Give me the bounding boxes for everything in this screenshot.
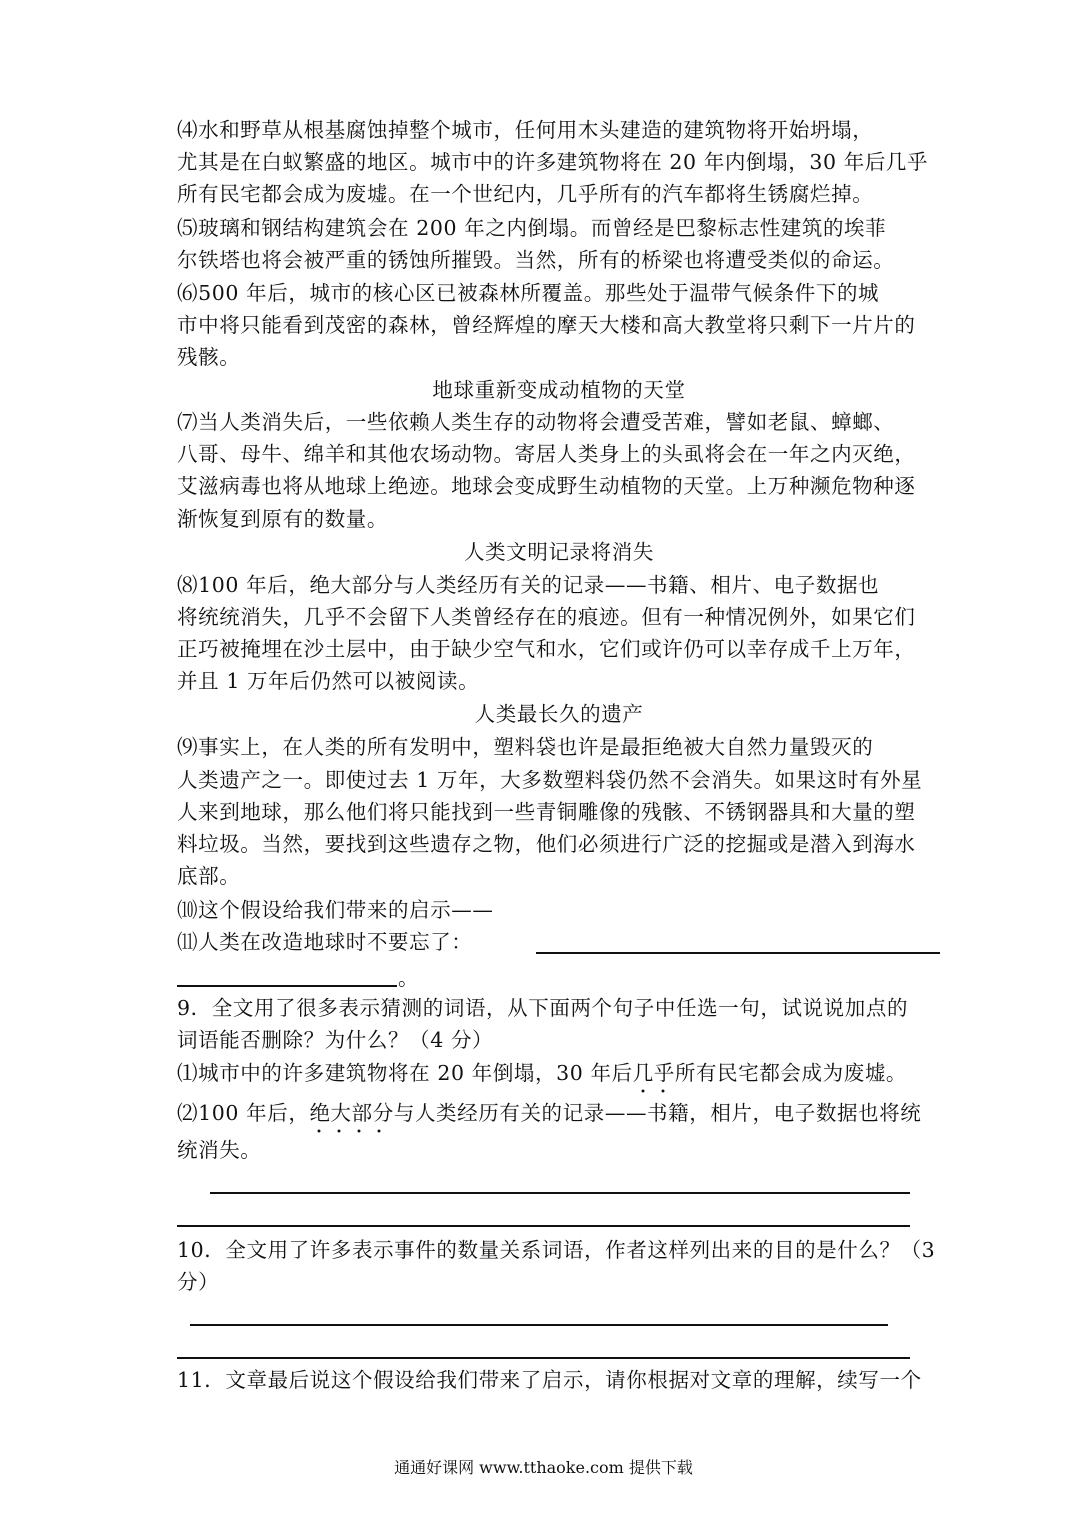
question-9-line-2: 词语能否删除？为什么？（4 分） [177, 1028, 494, 1052]
paragraph-9-line-3: 人来到地球，那么他们将只能找到一些青铜雕像的残骸、不锈钢器具和大量的塑 [177, 800, 916, 824]
paragraph-10: ⑽这个假设给我们带来的启示—— [177, 898, 494, 922]
answer-line[interactable] [177, 1225, 910, 1227]
answer-line[interactable] [190, 1324, 888, 1326]
paragraph-9-line-5: 底部。 [177, 864, 241, 888]
paragraph-6-line-3: 残骸。 [177, 345, 241, 369]
question-9-sentence-2 [177, 1097, 941, 1129]
paragraph-7-line-1: ⑺当人类消失后，一些依赖人类生存的动物将会遭受苦难，譬如老鼠、蟑螂、 [177, 410, 895, 434]
section-heading-records: 人类文明记录将消失 [464, 540, 654, 564]
dotted-word: 绝大部分 [309, 1097, 393, 1129]
paragraph-4-line-2: 尤其是在白蚁繁盛的地区。城市中的许多建筑物将在 20 年内倒塌，30 年后几乎 [177, 150, 929, 174]
paragraph-8-line-4: 并且 1 万年后仍然可以被阅读。 [177, 669, 480, 693]
paragraph-7-line-3: 艾滋病毒也将从地球上绝迹。地球会变成野生动植物的天堂。上万种濒危物种逐 [177, 474, 916, 498]
paragraph-9-line-2: 人类遗产之一。即使过去 1 万年，大多数塑料袋仍然不会消失。如果这时有外星 [177, 768, 923, 792]
paragraph-6-line-2: 市中将只能看到茂密的森林，曾经辉煌的摩天大楼和高大教堂将只剩下一片片的 [177, 313, 916, 337]
paragraph-8-line-2: 将统统消失，几乎不会留下人类曾经存在的痕迹。但有一种情况例外，如果它们 [177, 605, 916, 629]
page-footer: 通通好课网 www.tthaoke.com 提供下载 [394, 1458, 693, 1477]
paragraph-4-line-1: ⑷水和野草从根基腐蚀掉整个城市，任何用木头建造的建筑物将开始坍塌， [177, 118, 874, 142]
paragraph-4-line-3: 所有民宅都会成为废墟。在一个世纪内，几乎所有的汽车都将生锈腐烂掉。 [177, 182, 874, 206]
paragraph-11-end: 。 [398, 966, 420, 990]
dotted-word: 几乎 [633, 1057, 675, 1089]
paragraph-8-line-1: ⑻100 年后，绝大部分与人类经历有关的记录——书籍、相片、电子数据也 [177, 573, 880, 597]
question-9-sentence-1 [177, 1057, 941, 1089]
sentence-text: ⑴城市中的许多建筑物将在 20 年倒塌，30 年后 [177, 1061, 633, 1085]
paragraph-7-line-4: 渐恢复到原有的数量。 [177, 507, 388, 531]
answer-blank-line[interactable] [536, 952, 940, 954]
paragraph-6-line-1: ⑹500 年后，城市的核心区已被森林所覆盖。那些处于温带气候条件下的城 [177, 281, 880, 305]
answer-line[interactable] [177, 1357, 910, 1359]
paragraph-7-line-2: 八哥、母牛、绵羊和其他农场动物。寄居人类身上的头虱将会在一年之内灭绝， [177, 442, 916, 466]
sentence-text: 所有民宅都会成为废墟。 [674, 1061, 908, 1085]
section-heading-legacy: 人类最长久的遗产 [474, 702, 644, 726]
paragraph-8-line-3: 正巧被掩埋在沙土层中，由于缺少空气和水，它们或许仍可以幸存成千上万年， [177, 637, 916, 661]
answer-blank-line[interactable] [177, 985, 397, 987]
sentence-text: 与人类经历有关的记录——书籍，相片，电子数据也将统 [393, 1101, 922, 1125]
paragraph-5-line-2: 尔铁塔也将会被严重的锈蚀所摧毁。当然，所有的桥梁也将遭受类似的命运。 [177, 248, 895, 272]
paragraph-11: ⑾人类在改造地球时不要忘了： [177, 930, 473, 954]
answer-line[interactable] [210, 1192, 910, 1194]
question-9-line-1: 9．全文用了很多表示猜测的词语，从下面两个句子中任选一句，试说说加点的 [177, 996, 909, 1020]
question-10-line-2: 分） [177, 1270, 220, 1294]
question-9-sentence-2-line-2: 统消失。 [177, 1138, 262, 1162]
question-10-line-1: 10．全文用了许多表示事件的数量关系词语，作者这样列出来的目的是什么？（3 [177, 1238, 936, 1262]
section-heading-paradise: 地球重新变成动植物的天堂 [432, 378, 686, 402]
sentence-text: ⑵100 年后， [177, 1101, 310, 1125]
paragraph-5-line-1: ⑸玻璃和钢结构建筑会在 200 年之内倒塌。而曾经是巴黎标志性建筑的埃菲 [177, 216, 887, 240]
paragraph-9-line-4: 料垃圾。当然，要找到这些遗存之物，他们必须进行广泛的挖掘或是潜入到海水 [177, 832, 916, 856]
question-11-line-1: 11．文章最后说这个假设给我们带来了启示，请你根据对文章的理解，续写一个 [177, 1368, 922, 1392]
paragraph-9-line-1: ⑼事实上，在人类的所有发明中，塑料袋也许是最拒绝被大自然力量毁灭的 [177, 735, 874, 759]
